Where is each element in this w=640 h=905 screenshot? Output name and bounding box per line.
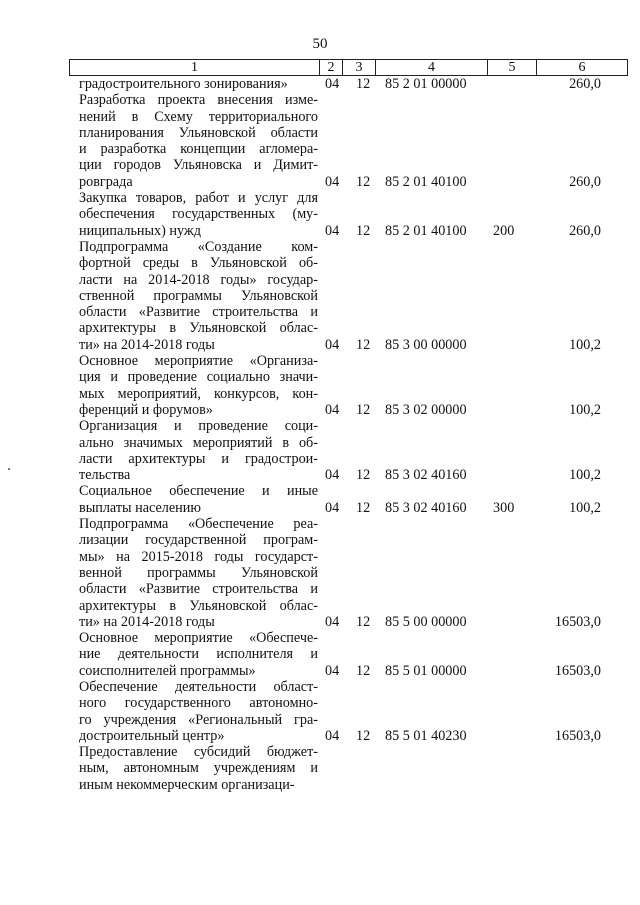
amount: 100,2 xyxy=(569,336,601,353)
description-line: ровграда xyxy=(79,173,133,190)
subsection-code: 12 xyxy=(356,499,371,516)
description-line: области «Развитие строительства и xyxy=(79,304,318,321)
description-line: планирования Ульяновской области xyxy=(79,124,318,141)
description-line: Подпрограмма «Обеспечение реа- xyxy=(79,516,318,533)
subsection-code: 12 xyxy=(356,662,371,679)
row-description xyxy=(79,516,318,630)
description-line: и разработка концепции агломера- xyxy=(79,141,318,158)
header-col-4: 4 xyxy=(376,60,488,75)
description-line: ция и проведение социально значи- xyxy=(79,369,318,386)
table-row xyxy=(79,353,609,418)
row-description xyxy=(79,679,318,744)
target-article-code: 85 3 00 00000 xyxy=(385,336,467,353)
table-header xyxy=(69,59,628,76)
expense-type-code: 300 xyxy=(493,499,515,516)
row-description xyxy=(79,744,318,793)
subsection-code: 12 xyxy=(356,401,371,418)
description-line: иным некоммерческим организаци- xyxy=(79,776,295,793)
target-article-code: 85 5 00 00000 xyxy=(385,613,467,630)
subsection-code: 12 xyxy=(356,336,371,353)
row-description xyxy=(79,630,318,679)
table-row xyxy=(79,516,609,630)
description-line: ти» на 2014-2018 годы xyxy=(79,336,215,353)
description-line: го учреждения «Региональный гра- xyxy=(79,711,318,728)
section-code: 04 xyxy=(325,662,340,679)
page-number: 50 xyxy=(312,36,328,52)
target-article-code: 85 2 01 40100 xyxy=(385,222,467,239)
section-code: 04 xyxy=(325,222,340,239)
subsection-code: 12 xyxy=(356,467,371,484)
table-row xyxy=(79,92,609,190)
target-article-code: 85 3 02 00000 xyxy=(385,401,467,418)
description-line: архитектуры в Ульяновской облас- xyxy=(79,597,318,614)
section-code: 04 xyxy=(325,173,340,190)
header-col-6: 6 xyxy=(578,60,586,75)
target-article-code: 85 2 01 00000 xyxy=(385,76,467,92)
subsection-code: 12 xyxy=(356,727,371,744)
description-line: Предоставление субсидий бюджет- xyxy=(79,744,318,761)
target-article-code: 85 3 02 40160 xyxy=(385,499,467,516)
description-line: достроительный центр» xyxy=(79,727,225,744)
description-line: ференций и форумов» xyxy=(79,401,213,418)
section-code: 04 xyxy=(325,401,340,418)
description-line: фортной среды в Ульяновской об- xyxy=(79,255,318,272)
description-line: Социальное обеспечение и иные xyxy=(79,483,318,500)
description-line: архитектуры в Ульяновской облас- xyxy=(79,320,318,337)
description-line: Основное мероприятие «Организа- xyxy=(79,353,318,370)
header-col-5: 5 xyxy=(488,60,537,75)
header-col-2: 2 xyxy=(320,60,343,75)
description-line: ально значимых мероприятий в об- xyxy=(79,434,318,451)
description-line: Организация и проведение соци- xyxy=(79,418,318,435)
section-code: 04 xyxy=(325,467,340,484)
table-row xyxy=(79,630,609,679)
description-line: ние деятельности исполнителя и xyxy=(79,646,318,663)
row-description xyxy=(79,76,318,92)
amount: 260,0 xyxy=(569,222,601,239)
description-line: нений в Схему территориального xyxy=(79,108,318,125)
description-line: ного государственного автономно- xyxy=(79,695,318,712)
target-article-code: 85 2 01 40100 xyxy=(385,173,467,190)
description-line: выплаты населению xyxy=(79,499,201,516)
target-article-code: 85 3 02 40160 xyxy=(385,467,467,484)
table-row xyxy=(79,744,609,793)
row-description xyxy=(79,190,318,239)
row-description xyxy=(79,239,318,353)
description-line: Разработка проекта внесения изме- xyxy=(79,92,318,109)
table-row xyxy=(79,418,609,483)
table-row xyxy=(79,483,609,516)
description-line: Обеспечение деятельности област- xyxy=(79,678,318,695)
subsection-code: 12 xyxy=(356,76,371,92)
description-line: Основное мероприятие «Обеспече- xyxy=(79,630,318,647)
description-line: мы» на 2015-2018 годы государст- xyxy=(79,548,318,565)
description-line: ным, автономным учреждениям и xyxy=(79,760,318,777)
section-code: 04 xyxy=(325,727,340,744)
header-col-3: 3 xyxy=(343,60,376,75)
subsection-code: 12 xyxy=(356,173,371,190)
row-description xyxy=(79,353,318,418)
description-line: Закупка товаров, работ и услуг для xyxy=(79,190,318,207)
expense-type-code: 200 xyxy=(493,222,515,239)
amount: 100,2 xyxy=(569,467,601,484)
table-row xyxy=(79,190,609,239)
table-row xyxy=(79,679,609,744)
target-article-code: 85 5 01 40230 xyxy=(385,727,467,744)
amount: 16503,0 xyxy=(554,662,601,679)
description-line: Подпрограмма «Создание ком- xyxy=(79,238,318,255)
section-code: 04 xyxy=(325,499,340,516)
description-line: ти» на 2014-2018 годы xyxy=(79,613,215,630)
scan-artifact xyxy=(8,468,10,470)
amount: 100,2 xyxy=(569,401,601,418)
table-body xyxy=(79,76,609,793)
description-line: ласти на 2014-2018 годы» государ- xyxy=(79,271,318,288)
amount: 16503,0 xyxy=(554,613,601,630)
table-row xyxy=(79,76,609,92)
description-line: области «Развитие строительства и xyxy=(79,581,318,598)
section-code: 04 xyxy=(325,613,340,630)
table-row xyxy=(79,239,609,353)
section-code: 04 xyxy=(325,76,340,92)
description-line: ственной программы Ульяновской xyxy=(79,287,318,304)
description-line: ниципальных) нужд xyxy=(79,222,201,239)
description-line: градостроительного зонирования» xyxy=(79,76,288,92)
amount: 16503,0 xyxy=(554,727,601,744)
description-line: тельства xyxy=(79,467,131,484)
description-line: ласти архитектуры и градострои- xyxy=(79,450,318,467)
amount: 100,2 xyxy=(569,499,601,516)
amount: 260,0 xyxy=(569,173,601,190)
description-line: обеспечения государственных (му- xyxy=(79,206,318,223)
row-description xyxy=(79,92,318,190)
row-description xyxy=(79,483,318,516)
header-col-1: 1 xyxy=(70,60,320,75)
amount: 260,0 xyxy=(569,76,601,92)
description-line: лизации государственной програм- xyxy=(79,532,318,549)
target-article-code: 85 5 01 00000 xyxy=(385,662,467,679)
description-line: венной программы Ульяновской xyxy=(79,564,318,581)
description-line: соисполнителей программы» xyxy=(79,662,256,679)
description-line: ции городов Ульяновска и Димит- xyxy=(79,157,318,174)
section-code: 04 xyxy=(325,336,340,353)
subsection-code: 12 xyxy=(356,613,371,630)
row-description xyxy=(79,418,318,483)
description-line: мых мероприятий, конкурсов, кон- xyxy=(79,385,318,402)
subsection-code: 12 xyxy=(356,222,371,239)
